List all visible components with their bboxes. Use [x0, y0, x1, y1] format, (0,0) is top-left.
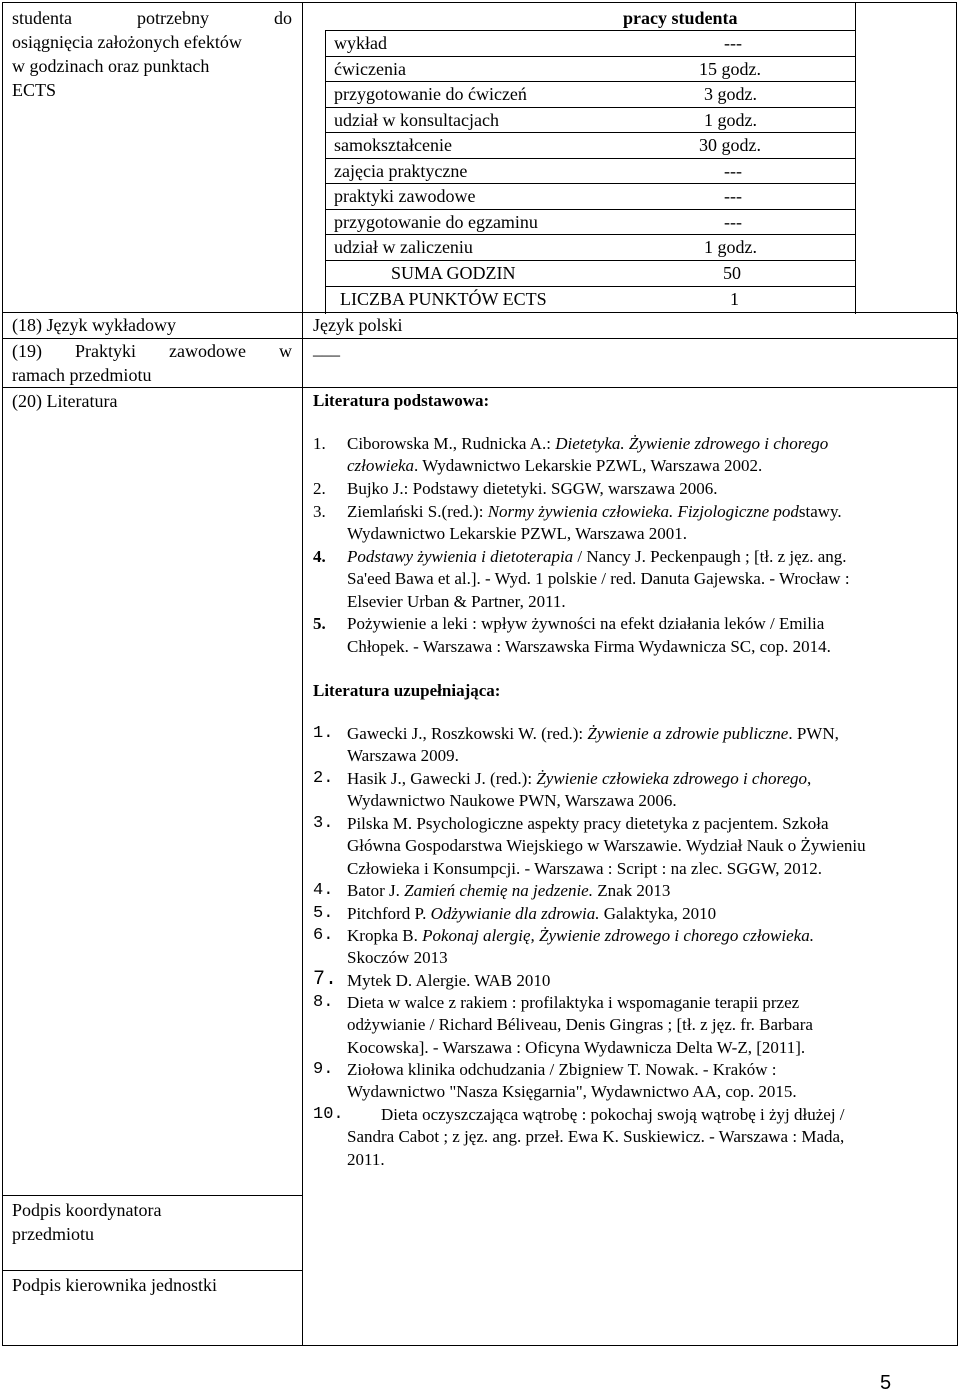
- workload-value-lecture: ---: [724, 33, 742, 53]
- workload-value-internship: ---: [724, 186, 742, 206]
- sum-hours-value: 50: [723, 263, 741, 283]
- ects-value: 1: [730, 289, 739, 309]
- workload-label-exercises: ćwiczenia: [334, 59, 406, 79]
- table-border-right-lower: [957, 312, 958, 1346]
- workload-table-left: [325, 30, 326, 314]
- lit-extra-heading: Literatura uzupełniająca:: [313, 681, 501, 700]
- row-divider-sign1: [2, 1195, 302, 1196]
- row-divider-sign2: [2, 1270, 302, 1271]
- column-divider: [302, 2, 303, 1346]
- sign-coordinator-label: Podpis koordynatora: [12, 1200, 162, 1220]
- workload-label-prep: przygotowanie do ćwiczeń: [334, 84, 527, 104]
- sign-coordinator-label-2: przedmiotu: [12, 1224, 94, 1244]
- practice-value: ___: [313, 338, 340, 358]
- workload-value-exercises: 15 godz.: [699, 59, 761, 79]
- workload-label-selfstudy: samokształcenie: [334, 135, 452, 155]
- workload-label-internship: praktyki zawodowe: [334, 186, 476, 206]
- page-number: 5: [880, 1372, 892, 1394]
- workload-header: pracy studenta: [623, 8, 738, 28]
- language-value: Język polski: [313, 315, 403, 335]
- sign-head-label: Podpis kierownika jednostki: [12, 1275, 217, 1295]
- workload-value-practical: ---: [724, 161, 742, 181]
- lit-basic-heading: Literatura podstawowa:: [313, 391, 490, 410]
- table-border-top: [2, 2, 956, 3]
- workload-label-credit: udział w zaliczeniu: [334, 237, 473, 257]
- row20-label: (20) Literatura: [12, 391, 118, 411]
- row18-label: (18) Język wykładowy: [12, 315, 176, 335]
- document-page: studenta potrzebny do osiągnięcia założonych efektów w godzinach oraz punktach ECTS pracy studenta wykład --- ćwiczenia 15 godz. przygotowanie do ćwiczeń 3 godz. udział w konsultacjach 1 godz. samokształcenie 30 godz. zajęcia praktyczne --- praktyki zawodowe --- przygotowanie do egzaminu --- udział w zaliczeniu 1 godz. SUMA GODZIN 50 LICZBA PUNKTÓW ECTS 1 (18) Język wykładowy Język polski (19) Praktyki zawodowe w ramach przedmiotu ___ (20) Literatura Literatura podstawowa: 1. Ciborowska M., Rudnicka A.: Dietetyka. Żywienie zdrowego i chorego człowieka. Wydawnictwo Lekarskie PZWL, Warszawa 2002. 2. Bujko J.: Podstawy dietetyki. SGGW, warszawa 2006. 3. Ziemlański S.(red.): Normy żywienia człowieka. Fizjologiczne podstawy. Wydawnictwo Lekarskie PZWL, Warszawa 2001. 4. Podstawy żywienia i dietoterapia / Nancy J. Peckenpaugh ; [tł. z jęz. ang. Sa'eed Bawa et al.]. - Wyd. 1 polskie / red. Danuta Gajewska. - Wrocław : Elsevier Urban & Partner, 2011. 5. Pożywienie a leki : wpływ żywności na efekt działania leków / Emilia Chłopek. - Warszawa : Warszawska Firma Wydawnicza SC, cop. 2014. Literatura uzupełniająca: 1. Gawecki J., Roszkowski W. (red.): Żywienie a zdrowie publiczne. PWN, Warszawa 2009. 2. Hasik J., Gawecki J. (red.): Żywienie człowieka zdrowego i chorego, Wydawnictwo Naukowe PWN, Warszawa 2006. 3. Pilska M. Psychologiczne aspekty pracy dietetyka z pacjentem. Szkoła Główna Gospodarstwa Wiejskiego w Warszawie. Wydział Nauk o Żywieniu Człowieka i Konsumpcji. - Warszawa : Script : na zlec. SGGW, 2012. 4. Bator J. Zamień chemię na jedzenie. Znak 2013 5. Pitchford P. Odżywianie dla zdrowia. Galaktyka, 2010 6. Kropka B. Pokonaj alergię, Żywienie zdrowego i chorego człowieka. Skoczów 2013 7. Mytek D. Alergie. WAB 2010 8. Dieta w walce z rakiem : profilaktyka i wspomaganie terapii przez odżywianie / Richard Béliveau, Denis Gingras ; [tł. z jęz. fr. Barbara Kocowska]. - Warszawa : Oficyna Wydawnicza Delta W-Z, [2011]. 9. Ziołowa klinika odchudzania / Zbigniew T. Nowak. - Kraków : Wydawnictwo "Nasza Księgarnia", Wydawnictwo AA, cop. 2015. 10. Dieta oczyszczająca wątrobę : pokochaj swoją wątrobę i żyj dłużej / Sandra Cabot ; z jęz. ang. przeł. Ewa K. Suskiewicz. - Warszawa : Mada, 2011. Podpis koordynatora przedmiotu Podpis kierownika jednostki 5: [0, 0, 960, 1395]
- workload-value-prep: 3 godz.: [704, 84, 757, 104]
- workload-label-exam-prep: przygotowanie do egzaminu: [334, 212, 538, 232]
- table-border-right-upper: [956, 2, 957, 314]
- row-divider-20: [2, 387, 957, 388]
- workload-label-practical: zajęcia praktyczne: [334, 161, 468, 181]
- table-border-left: [2, 2, 3, 1346]
- sum-hours-label: SUMA GODZIN: [391, 263, 516, 283]
- ects-label: LICZBA PUNKTÓW ECTS: [340, 289, 547, 309]
- workload-value-consult: 1 godz.: [704, 110, 757, 130]
- table-border-bottom: [2, 1345, 957, 1346]
- workload-label-consult: udział w konsultacjach: [334, 110, 499, 130]
- workload-value-credit: 1 godz.: [704, 237, 757, 257]
- workload-label-lecture: wykład: [334, 33, 387, 53]
- workload-value-exam-prep: ---: [724, 212, 742, 232]
- workload-value-selfstudy: 30 godz.: [699, 135, 761, 155]
